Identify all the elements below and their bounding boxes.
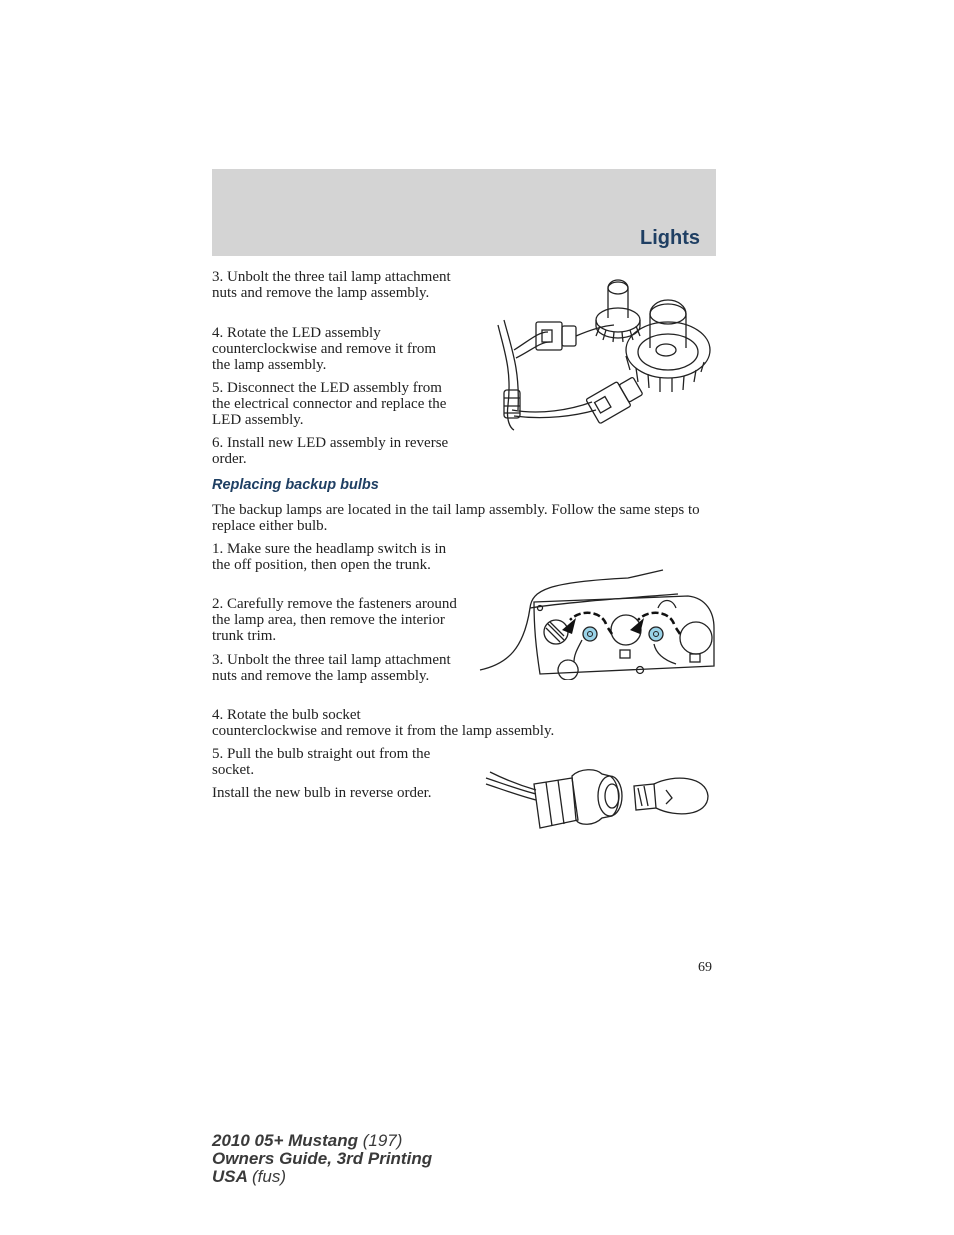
- footer-model: 2010 05+ Mustang: [212, 1131, 358, 1150]
- section-header-band: [212, 169, 716, 256]
- backup-step-5: 5. Pull the bulb straight out from the socket.: [212, 746, 431, 779]
- backup-step-4-line-1: 4. Rotate the bulb socket: [212, 707, 361, 723]
- tail-lamp-illustration: [478, 568, 718, 680]
- led-step-3: 3. Unbolt the three tail lamp attachment nuts and remove the lamp assembly.: [212, 269, 451, 302]
- bulb-socket-illustration: [484, 764, 714, 838]
- footer-line-1: [212, 1132, 432, 1150]
- footer-model-code: (197): [362, 1131, 403, 1150]
- document-footer: [212, 1132, 432, 1186]
- page-number: 69: [698, 960, 712, 975]
- led-step-5: 5. Disconnect the LED assembly from the electrical connector and replace the LED assembly.: [212, 380, 447, 429]
- backup-bulbs-heading: Replacing backup bulbs: [212, 477, 379, 493]
- backup-install-note: Install the new bulb in reverse order.: [212, 785, 432, 801]
- footer-market: USA: [212, 1167, 248, 1186]
- backup-step-2: 2. Carefully remove the fasteners around the lamp area, then remove the interior trunk trim.: [212, 596, 457, 645]
- section-title: Lights: [640, 227, 700, 249]
- led-assembly-illustration: [490, 270, 720, 435]
- footer-line-3: [212, 1168, 432, 1186]
- backup-step-4-line-2: counterclockwise and remove it from the lamp assembly.: [212, 723, 555, 740]
- led-step-4: 4. Rotate the LED assembly counterclockwise and remove it from the lamp assembly.: [212, 325, 437, 374]
- backup-step-4: [212, 707, 717, 739]
- backup-intro: The backup lamps are located in the tail lamp assembly. Follow the same steps to replace either bulb.: [212, 502, 700, 535]
- led-step-6: 6. Install new LED assembly in reverse order.: [212, 435, 449, 468]
- footer-market-code: (fus): [252, 1167, 286, 1186]
- backup-step-1: 1. Make sure the headlamp switch is in the off position, then open the trunk.: [212, 541, 447, 574]
- backup-step-3: 3. Unbolt the three tail lamp attachment nuts and remove the lamp assembly.: [212, 652, 451, 685]
- footer-line-2: Owners Guide, 3rd Printing: [212, 1149, 433, 1168]
